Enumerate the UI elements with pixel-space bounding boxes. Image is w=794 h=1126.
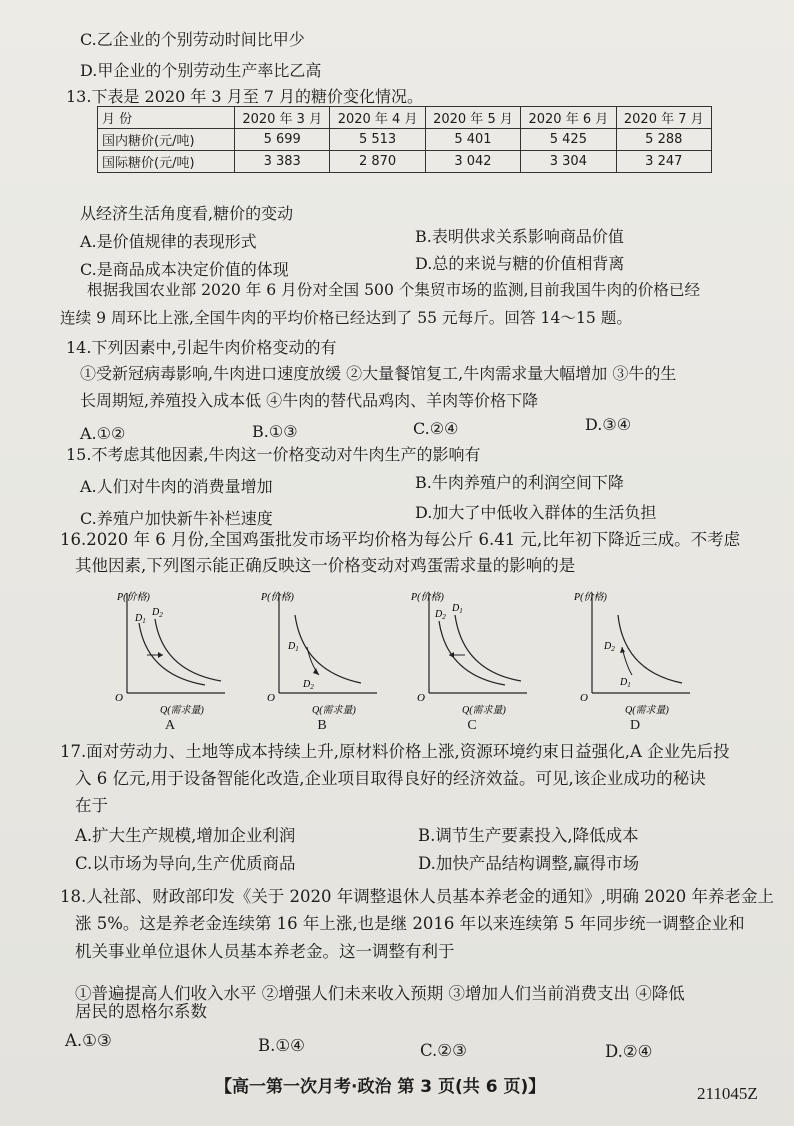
table-cell: 3 042 [425,151,520,173]
table-row [98,129,712,151]
q13-option-c: C.是商品成本决定价值的体现 [80,260,289,279]
q13-question: 从经济生活角度看,糖价的变动 [80,204,294,223]
table-cell: 国内糖价(元/吨) [98,129,235,151]
q13-stem: 13.下表是 2020 年 3 月至 7 月的糖价变化情况。 [66,87,424,106]
origin-label: O [580,692,588,704]
q18-item-line: 居民的恩格尔系数 [75,1002,207,1021]
demand-curve-d1 [139,623,205,685]
curve-point-d2: $D_2$ [604,641,615,653]
q15-option-a: A.人们对牛肉的消费量增加 [80,477,273,496]
curve-label-d1: $D_1$ [135,613,146,625]
q15-option-b: B.牛肉养殖户的利润空间下降 [415,473,624,492]
q14-option-d: D.③④ [585,415,632,434]
q14-stem: 14.下列因素中,引起牛肉价格变动的有 [66,338,337,357]
q14-option-b: B.①③ [252,422,298,441]
y-axis-label: P(价格) [117,592,150,603]
q17-stem-line: 17.面对劳动力、土地等成本持续上升,原材料价格上涨,资源环境约束日益强化,A 企业先后投 [60,742,730,761]
passage-line: 根据我国农业部 2020 年 6 月份对全国 500 个集贸市场的监测,目前我国牛肉的价格已经 [87,281,701,299]
demand-curve [618,615,682,683]
q13-option-d: D.总的来说与糖的价值相背离 [415,254,625,273]
table-cell: 2 870 [330,151,425,173]
q15-option-c: C.养殖户加快新牛补栏速度 [80,509,273,528]
move-arrow-head [313,668,319,675]
x-axis-label: Q(需求量) [312,705,356,716]
q18-stem-line: 涨 5%。这是养老金连续第 16 年上涨,也是继 2016 年以来连续第 5 年同步统一调整企业和 [75,914,745,933]
q18-option-b: B.①④ [258,1036,305,1055]
table-header-cell: 月 份 [98,107,235,129]
move-arrow-head [620,647,625,653]
table-header-cell: 2020 年 6 月 [521,107,616,129]
demand-curve-d1 [439,621,505,685]
demand-graph-d [570,585,700,735]
graph-label-d: D [629,718,641,733]
table-cell: 5 699 [235,129,330,151]
curve-point-d1: $D_1$ [620,677,631,689]
sugar-price-table [97,106,712,173]
curve-label-d1: $D_1$ [452,603,463,615]
demand-curve [295,615,361,683]
q13-option-a: A.是价值规律的表现形式 [80,232,257,251]
q17-option-a: A.扩大生产规模,增加企业利润 [75,826,296,845]
x-axis-label: Q(需求量) [462,705,506,716]
q17-stem-line: 入 6 亿元,用于设备智能化改造,企业项目取得良好的经济效益。可见,该企业成功的秘诀 [75,769,706,788]
q13-option-b: B.表明供求关系影响商品价值 [415,227,624,246]
q17-option-c: C.以市场为导向,生产优质商品 [75,854,296,873]
q18-option-a: A.①③ [65,1031,112,1050]
table-cell: 5 513 [330,129,425,151]
table-cell: 5 288 [616,129,711,151]
table-header-cell: 2020 年 7 月 [616,107,711,129]
table-header-row [98,107,712,129]
origin-label: O [267,692,275,704]
curve-label-d2: $D_2$ [435,609,446,621]
page-footer-title: 【高一第一次月考·政治 第 3 页(共 6 页)】 [215,1077,546,1097]
demand-graph-c-plot [407,585,537,717]
table-header-cell: 2020 年 4 月 [330,107,425,129]
passage-line: 连续 9 周环比上涨,全国牛肉的平均价格已经达到了 55 元每斤。回答 14～15 题。 [60,309,632,327]
table-cell: 国际糖价(元/吨) [98,151,235,173]
graph-label-b: B [317,718,327,733]
curve-point-d1: $D_1$ [288,641,299,653]
demand-graph-a [105,585,235,735]
table-header-cell: 2020 年 5 月 [425,107,520,129]
paper-code: 211045Z [697,1084,758,1103]
q16-stem-line: 其他因素,下列图示能正确反映这一价格变动对鸡蛋需求量的影响的是 [75,556,576,575]
curve-point-d2: $D_2$ [303,679,314,691]
table-row [98,151,712,173]
q15-stem: 15.不考虑其他因素,牛肉这一价格变动对牛肉生产的影响有 [66,445,481,464]
table-cell: 3 304 [521,151,616,173]
q18-option-d: D.②④ [605,1042,653,1061]
graph-label-c: C [467,718,477,733]
demand-graph-a-plot [105,585,235,717]
q16-stem-line: 16.2020 年 6 月份,全国鸡蛋批发市场平均价格为每公斤 6.41 元,比年初下降近三成。不考虑 [60,530,741,549]
origin-label: O [417,692,425,704]
table-cell: 3 247 [616,151,711,173]
q18-stem-line: 18.人社部、财政部印发《关于 2020 年调整退休人员基本养老金的通知》,明确 2020 年养老金上 [60,887,774,906]
x-axis-label: Q(需求量) [160,705,204,716]
q18-option-c: C.②③ [420,1041,467,1060]
q14-option-c: C.②④ [413,419,459,438]
demand-graph-b [257,585,387,735]
demand-curve-d2 [155,619,221,681]
q12-option-d: D.甲企业的个别劳动生产率比乙高 [80,61,322,80]
q14-item-line: 长周期短,养殖投入成本低 ④牛肉的替代品鸡肉、羊肉等价格下降 [80,391,539,410]
y-axis-label: P(价格) [411,592,444,603]
demand-graph-b-plot [257,585,387,717]
y-axis-label: P(价格) [261,592,294,603]
x-axis-label: Q(需求量) [625,705,669,716]
demand-graph-c [407,585,537,735]
table-cell: 5 401 [425,129,520,151]
table-cell: 5 425 [521,129,616,151]
q12-option-c: C.乙企业的个别劳动时间比甲少 [80,30,305,49]
q17-option-b: B.调节生产要素投入,降低成本 [418,826,639,845]
q17-stem-line: 在于 [75,796,108,815]
demand-graph-d-plot [570,585,700,717]
q18-item-line: ①普遍提高人们收入水平 ②增强人们未来收入预期 ③增加人们当前消费支出 ④降低 [75,984,685,1003]
q15-option-d: D.加大了中低收入群体的生活负担 [415,503,657,522]
q14-item-line: ①受新冠病毒影响,牛肉进口速度放缓 ②大量餐馆复工,牛肉需求量大幅增加 ③牛的生 [80,364,677,383]
shift-arrow-head [158,652,163,658]
q18-stem-line: 机关事业单位退休人员基本养老金。这一调整有利于 [75,942,455,961]
y-axis-label: P(价格) [574,592,607,603]
curve-label-d2: $D_2$ [152,607,163,619]
q14-option-a: A.①② [80,424,126,443]
table-cell: 3 383 [235,151,330,173]
graph-label-a: A [164,718,176,733]
table-header-cell: 2020 年 3 月 [235,107,330,129]
demand-curve-d2 [455,615,521,681]
origin-label: O [115,692,123,704]
q17-option-d: D.加快产品结构调整,赢得市场 [418,854,640,873]
